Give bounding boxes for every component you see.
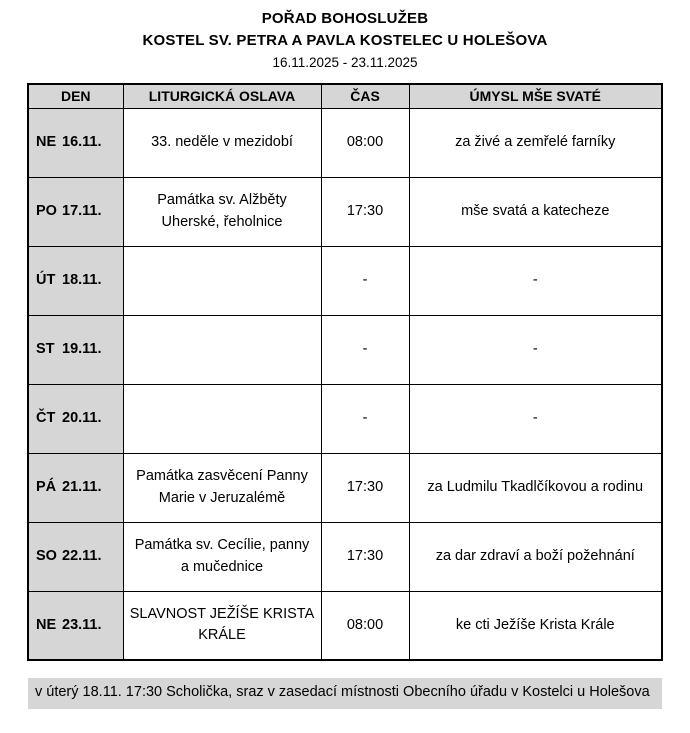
day-cell — [28, 246, 123, 315]
time-cell: 08:00 — [321, 108, 409, 177]
column-header-umysl: ÚMYSL MŠE SVATÉ — [409, 84, 662, 108]
celebration-cell: SLAVNOST JEŽÍŠE KRISTA KRÁLE — [123, 591, 321, 660]
day-cell — [28, 108, 123, 177]
document-header — [0, 0, 690, 70]
day-date: 19.11. — [62, 340, 102, 357]
intention-cell: mše svatá a katecheze — [409, 177, 662, 246]
day-abbr: SO — [36, 547, 57, 564]
day-cell — [28, 591, 123, 660]
intention-cell: - — [409, 246, 662, 315]
day-date: 20.11. — [62, 409, 102, 426]
time-cell: - — [321, 315, 409, 384]
day-date: 16.11. — [62, 133, 102, 150]
intention-cell: za živé a zemřelé farníky — [409, 108, 662, 177]
day-abbr: NE — [36, 616, 57, 633]
time-cell: 17:30 — [321, 453, 409, 522]
intention-cell: - — [409, 384, 662, 453]
table-header — [28, 84, 662, 108]
day-abbr: ČT — [36, 409, 56, 426]
celebration-cell: Památka sv. Alžběty Uherské, řeholnice — [123, 177, 321, 246]
column-header-den: DEN — [28, 84, 123, 108]
table-row — [28, 522, 662, 591]
day-date: 23.11. — [62, 616, 102, 633]
date-range: 16.11.2025 - 23.11.2025 — [272, 55, 418, 70]
day-date: 17.11. — [62, 202, 102, 219]
time-cell: 17:30 — [321, 522, 409, 591]
intention-cell: za Ludmilu Tkadlčíkovou a rodinu — [409, 453, 662, 522]
day-abbr: NE — [36, 133, 57, 150]
table-row — [28, 315, 662, 384]
day-cell — [28, 177, 123, 246]
celebration-cell: Památka zasvěcení Panny Marie v Jeruzalémě — [123, 453, 321, 522]
table-row — [28, 453, 662, 522]
day-abbr: PÁ — [36, 478, 57, 495]
day-cell — [28, 384, 123, 453]
table-row — [28, 246, 662, 315]
day-cell — [28, 453, 123, 522]
table-row — [28, 177, 662, 246]
column-header-oslava: LITURGICKÁ OSLAVA — [123, 84, 321, 108]
day-date: 18.11. — [62, 271, 102, 288]
day-date: 22.11. — [62, 547, 102, 564]
time-cell: 08:00 — [321, 591, 409, 660]
celebration-cell — [123, 246, 321, 315]
announcement-note: v úterý 18.11. 17:30 Scholička, sraz v zasedací místnosti Obecního úřadu v Kostelci u Holešova — [28, 678, 662, 709]
day-cell — [28, 315, 123, 384]
table-row — [28, 384, 662, 453]
page-title: POŘAD BOHOSLUŽEB — [261, 10, 429, 27]
column-header-cas: ČAS — [321, 84, 409, 108]
celebration-cell: Památka sv. Cecílie, panny a mučednice — [123, 522, 321, 591]
table-row — [28, 591, 662, 660]
time-cell: 17:30 — [321, 177, 409, 246]
table-row — [28, 108, 662, 177]
celebration-cell — [123, 315, 321, 384]
day-date: 21.11. — [62, 478, 102, 495]
time-cell: - — [321, 384, 409, 453]
celebration-cell — [123, 384, 321, 453]
day-abbr: ST — [36, 340, 55, 357]
intention-cell: ke cti Ježíše Krista Krále — [409, 591, 662, 660]
intention-cell: - — [409, 315, 662, 384]
church-name: KOSTEL SV. PETRA A PAVLA KOSTELEC U HOLEŠOVA — [142, 32, 548, 49]
day-cell — [28, 522, 123, 591]
time-cell: - — [321, 246, 409, 315]
intention-cell: za dar zdraví a boží požehnání — [409, 522, 662, 591]
day-abbr: PO — [36, 202, 57, 219]
schedule-table — [27, 83, 663, 661]
celebration-cell: 33. neděle v mezidobí — [123, 108, 321, 177]
day-abbr: ÚT — [36, 271, 56, 288]
